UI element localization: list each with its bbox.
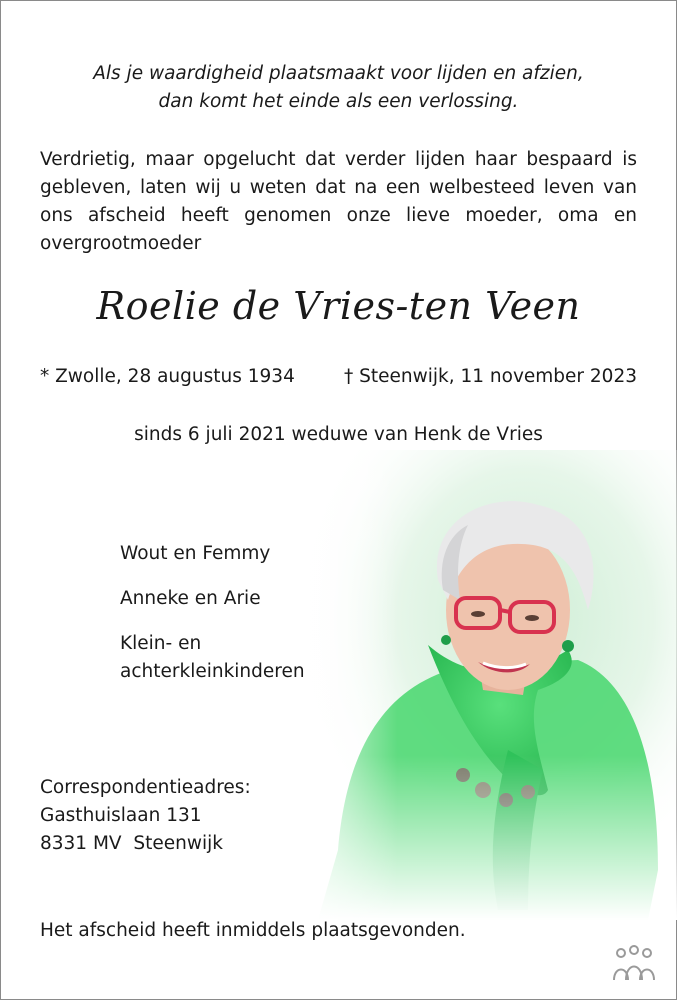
deceased-name: Roelie de Vries-ten Veen	[96, 284, 581, 328]
correspondence-address	[40, 774, 251, 858]
family-name: achterkleinkinderen	[120, 661, 305, 682]
death-info: † Steenwijk, 11 november 2023	[343, 366, 637, 387]
widow-info: sinds 6 juli 2021 weduwe van Henk de Vries	[134, 424, 543, 445]
family-entry	[120, 585, 305, 613]
family-members	[120, 540, 305, 703]
motto-poem	[0, 60, 677, 116]
announcement-text: Verdrietig, maar opgelucht dat verder lijden haar bespaard is gebleven, laten wij u weten dat na een welbesteed leven van ons afscheid heeft genomen onze lieve moeder, oma en overgrootmoeder	[40, 149, 637, 254]
family-name: Wout en Femmy	[120, 543, 271, 564]
family-entry	[120, 630, 305, 686]
farewell-notice: Het afscheid heeft inmiddels plaatsgevonden.	[40, 920, 466, 941]
address-city: 8331 MV Steenwijk	[40, 833, 223, 854]
family-name: Klein- en	[120, 633, 202, 654]
address-label: Correspondentieadres:	[40, 777, 251, 798]
motto-line: dan komt het einde als een verlossing.	[158, 91, 519, 112]
portrait-photo	[278, 450, 677, 920]
family-figures-icon	[611, 944, 657, 984]
birth-info: * Zwolle, 28 augustus 1934	[40, 366, 295, 387]
address-street: Gasthuislaan 131	[40, 805, 202, 826]
motto-line: Als je waardigheid plaatsmaakt voor lijden en afzien,	[93, 63, 584, 84]
family-entry	[120, 540, 305, 568]
family-name: Anneke en Arie	[120, 588, 261, 609]
